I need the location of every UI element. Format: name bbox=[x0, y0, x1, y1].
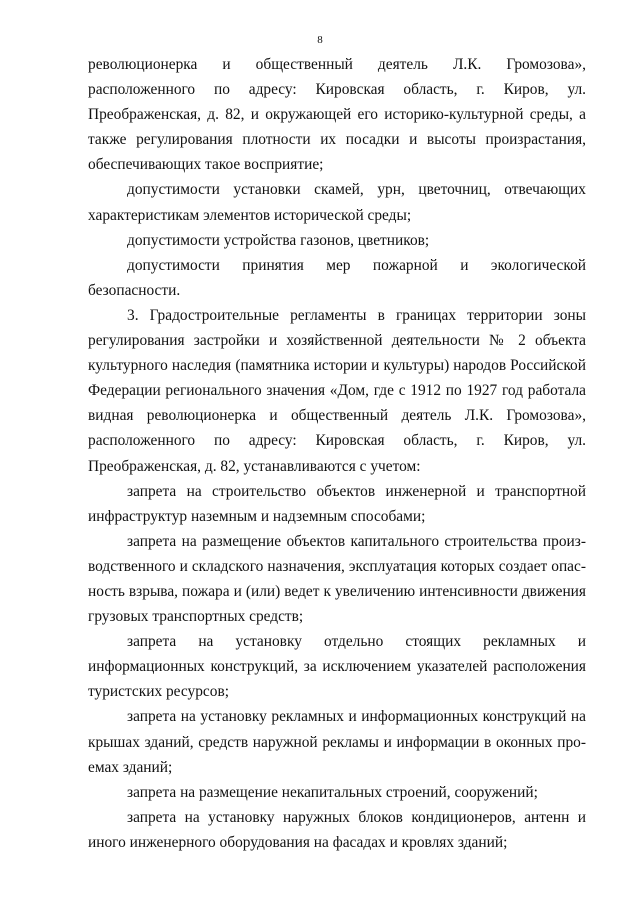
paragraph-temporary-structures-ban: запрета на размещение некапитальных строений, сооружений; bbox=[127, 783, 538, 801]
paragraph-fire-safety: допустимости принятия мер пожарной и экологической безопасности. bbox=[88, 256, 586, 299]
paragraph-advertising-roof-ban: запрета на установку рекламных и информационных конструкций на крышах зданий, средств наружной рекламы и информации в оконных проемах зданий; bbox=[88, 708, 586, 776]
paragraph-continuation: революционерка и общественный деятель Л.К. Громозова», расположенного по адресу: Кировская область, г. Киров, ул. Преображенская, д. 82, и окружающей его историко-культурной среды, а также регулирования плотности их посадки и высоты произрастания, обеспечивающих такое восприятие; bbox=[88, 56, 586, 174]
paragraph-advertising-standalone-ban: запрета на установку отдельно стоящих рекламных и информационных конструкций, за исключением указателей расположения туристских ресурсов; bbox=[88, 633, 586, 701]
paragraph-construction-ban: запрета на размещение объектов капитального строительства производственного и складского назначения, эксплуатация которых создает опасность взрыва, пожара и (или) ведет к увеличению интенсивности движения грузовых транспортных средств; bbox=[88, 532, 586, 626]
paragraph-equipment-ban: запрета на установку наружных блоков кондиционеров, антенн и иного инженерного оборудования на фасадах и кровлях зданий; bbox=[88, 808, 586, 851]
document-body bbox=[88, 52, 586, 855]
paragraph-section-3: 3. Градостроительные регламенты в границах территории зоны регулирования застройки и хозяйственной деятельности № 2 объекта культурного наследия (памятника истории и культуры) народов Российской Федерации регионального значения «Дом, где с 1912 по 1927 год работала видная революционерка и общественный деятель Л.К. Громозова», расположенного по адресу: Кировская область, г. Киров, ул. Преображенская, д. 82, устанавливаются с учетом: bbox=[88, 306, 586, 475]
paragraph-infrastructure-ban: запрета на строительство объектов инженерной и транспортной инфраструктур наземным и надземным способами; bbox=[88, 482, 586, 525]
paragraph-lawns: допустимости устройства газонов, цветников; bbox=[127, 231, 430, 249]
paragraph-benches: допустимости установки скамей, урн, цветочниц, отвечающих характеристикам элементов исторической среды; bbox=[88, 181, 586, 224]
page-number: 8 bbox=[317, 34, 323, 46]
